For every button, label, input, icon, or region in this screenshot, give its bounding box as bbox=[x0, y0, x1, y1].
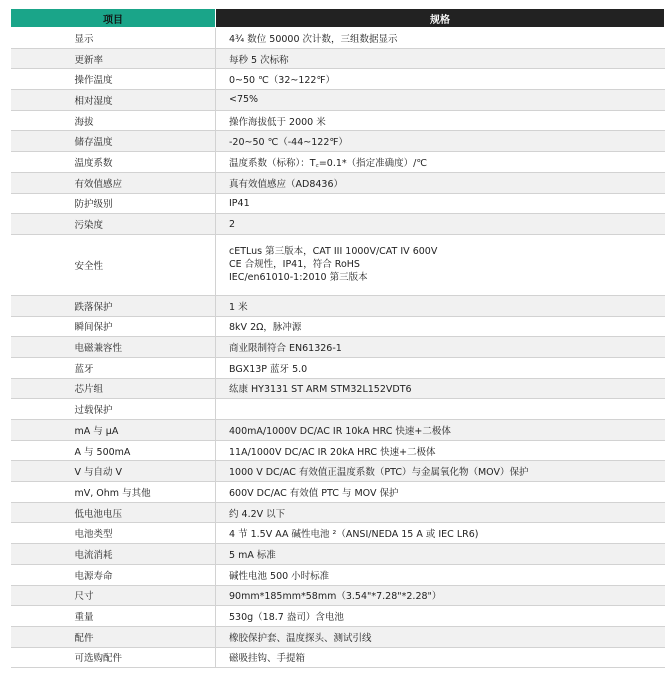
table-row bbox=[11, 48, 665, 69]
row-spec-value: 橡胶保护套、温度探头、测试引线 bbox=[216, 626, 665, 647]
row-spec-value: 温度系数（标称）：T꜀=0.1*（指定准确度）/℃ bbox=[216, 152, 665, 173]
row-spec-value: 600V DC/AC 有效值 PTC 与 MOV 保护 bbox=[216, 482, 665, 503]
row-spec-value: 4 节 1.5V AA 碱性电池 ²（ANSI/NEDA 15 A 或 IEC LR6) bbox=[216, 523, 665, 544]
row-item-label: 过载保护 bbox=[11, 399, 216, 420]
row-item-label: 防护级别 bbox=[11, 193, 216, 214]
row-item-label: 电磁兼容性 bbox=[11, 337, 216, 358]
table-row bbox=[11, 502, 665, 523]
row-item-label: V 与自动 V bbox=[11, 461, 216, 482]
table-row bbox=[11, 461, 665, 482]
row-item-label: 污染度 bbox=[11, 214, 216, 235]
row-spec-value: 碱性电池 500 小时标准 bbox=[216, 564, 665, 585]
table-row bbox=[11, 544, 665, 565]
header-spec: 规格 bbox=[216, 9, 665, 28]
row-item-label: 相对湿度 bbox=[11, 90, 216, 111]
row-spec-value: 约 4.2V 以下 bbox=[216, 502, 665, 523]
row-spec-value: BGX13P 蓝牙 5.0 bbox=[216, 357, 665, 378]
table-body bbox=[11, 28, 665, 668]
row-spec-value: 1 米 bbox=[216, 295, 665, 316]
spec-line: cETLus 第三版本，CAT III 1000V/CAT IV 600V bbox=[229, 246, 438, 258]
row-item-label: 储存温度 bbox=[11, 131, 216, 152]
table-row bbox=[11, 440, 665, 461]
table-row bbox=[11, 110, 665, 131]
row-spec-value: 1000 V DC/AC 有效值正温度系数（PTC）与金属氧化物（MOV）保护 bbox=[216, 461, 665, 482]
table-row bbox=[11, 585, 665, 606]
row-spec-value: -20~50 ℃（-44~122℉） bbox=[216, 131, 665, 152]
spec-table bbox=[10, 8, 665, 668]
row-item-label: 蓝牙 bbox=[11, 357, 216, 378]
table-row bbox=[11, 626, 665, 647]
row-item-label: 电源寿命 bbox=[11, 564, 216, 585]
row-spec-value bbox=[216, 234, 665, 295]
row-spec-value: 纮康 HY3131 ST ARM STM32L152VDT6 bbox=[216, 378, 665, 399]
table-row bbox=[11, 420, 665, 441]
table-row bbox=[11, 357, 665, 378]
row-item-label: A 与 500mA bbox=[11, 440, 216, 461]
row-item-label: 配件 bbox=[11, 626, 216, 647]
row-item-label: 电池类型 bbox=[11, 523, 216, 544]
row-item-label: 芯片组 bbox=[11, 378, 216, 399]
row-spec-value: 530g（18.7 盎司）含电池 bbox=[216, 606, 665, 627]
table-row bbox=[11, 69, 665, 90]
row-spec-value: 400mA/1000V DC/AC IR 10kA HRC 快速+二极体 bbox=[216, 420, 665, 441]
row-item-label: 可选购配件 bbox=[11, 647, 216, 668]
row-item-label: 海拔 bbox=[11, 110, 216, 131]
table-header-row bbox=[11, 9, 665, 28]
row-spec-value: <75% bbox=[216, 90, 665, 111]
row-spec-value: 每秒 5 次标称 bbox=[216, 48, 665, 69]
table-row bbox=[11, 214, 665, 235]
row-spec-value: 8kV 2Ω，脉冲源 bbox=[216, 316, 665, 337]
row-spec-value: 11A/1000V DC/AC IR 20kA HRC 快速+二极体 bbox=[216, 440, 665, 461]
row-spec-value: 4¾ 数位 50000 次计数，三组数据显示 bbox=[216, 28, 665, 49]
row-item-label: 尺寸 bbox=[11, 585, 216, 606]
row-spec-value: IP41 bbox=[216, 193, 665, 214]
table-row bbox=[11, 523, 665, 544]
row-spec-value: 操作海拔低于 2000 米 bbox=[216, 110, 665, 131]
row-item-label: 电流消耗 bbox=[11, 544, 216, 565]
row-spec-value bbox=[216, 399, 665, 420]
table-row bbox=[11, 606, 665, 627]
table-row bbox=[11, 172, 665, 193]
row-spec-value: 真有效值感应（AD8436） bbox=[216, 172, 665, 193]
row-item-label: 瞬间保护 bbox=[11, 316, 216, 337]
row-item-label: mV, Ohm 与其他 bbox=[11, 482, 216, 503]
header-item: 项目 bbox=[11, 9, 216, 28]
spec-line: IEC/en61010-1:2010 第三版本 bbox=[229, 272, 368, 284]
row-item-label: 低电池电压 bbox=[11, 502, 216, 523]
row-spec-value: 0~50 ℃（32~122℉） bbox=[216, 69, 665, 90]
table-row bbox=[11, 378, 665, 399]
row-spec-value: 商业限制符合 EN61326-1 bbox=[216, 337, 665, 358]
row-item-label: 安全性 bbox=[11, 234, 216, 295]
table-row bbox=[11, 564, 665, 585]
table-row bbox=[11, 482, 665, 503]
table-row bbox=[11, 28, 665, 49]
table-row bbox=[11, 647, 665, 668]
spec-line: CE 合规性，IP41，符合 RoHS bbox=[229, 259, 360, 271]
row-item-label: 显示 bbox=[11, 28, 216, 49]
row-item-label: 有效值感应 bbox=[11, 172, 216, 193]
table-row bbox=[11, 152, 665, 173]
table-row bbox=[11, 337, 665, 358]
row-spec-value: 磁吸挂钩、手提箱 bbox=[216, 647, 665, 668]
table-row bbox=[11, 131, 665, 152]
table-row bbox=[11, 90, 665, 111]
row-item-label: mA 与 µA bbox=[11, 420, 216, 441]
table-row bbox=[11, 193, 665, 214]
row-item-label: 更新率 bbox=[11, 48, 216, 69]
table-row bbox=[11, 316, 665, 337]
row-item-label: 跌落保护 bbox=[11, 295, 216, 316]
table-row bbox=[11, 399, 665, 420]
row-spec-value: 2 bbox=[216, 214, 665, 235]
row-item-label: 重量 bbox=[11, 606, 216, 627]
row-spec-value: 90mm*185mm*58mm（3.54"*7.28"*2.28"） bbox=[216, 585, 665, 606]
table-row bbox=[11, 295, 665, 316]
table-row bbox=[11, 234, 665, 295]
row-item-label: 操作温度 bbox=[11, 69, 216, 90]
row-item-label: 温度系数 bbox=[11, 152, 216, 173]
row-spec-value: 5 mA 标准 bbox=[216, 544, 665, 565]
